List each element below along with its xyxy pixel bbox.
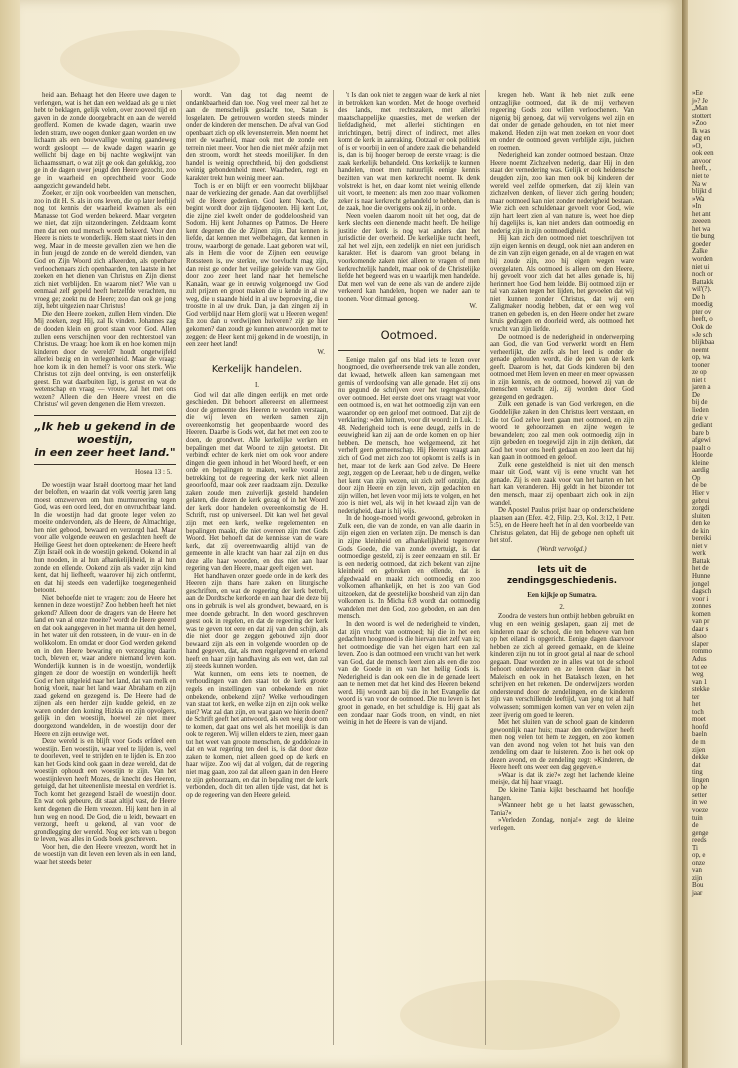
next-page-line: werk <box>692 550 706 558</box>
next-page-line: moedig <box>692 301 713 309</box>
paragraph: Zulk een genade is van God verkregen, en die Goddelijke zaken in den Christus leert verstaan, en die tot God zelve leert gaan met ootmoed, en zijn woord te gehoorzamen en zijne wegen te bewandelen; zoo zal men ook ootmoedig zijn in zijn gebeden en toegewijd zijn in zijn denken, dat God het voor ons heeft gedaan en zoo leert dat hij kan gaan in ootmoed en geloof. <box>490 401 634 462</box>
paragraph: Wat kunnen, om eens iets te noemen, de verhoudingen van den staat tot de kerk groote regels en instellingen van onbekende en niet onbekende, onbekend zijn? Welke verhoudingen van staat tot kerk, en welke zijn en zijn ook welke niet? Wat zal dan zijn, en wat gaan we hierin doen? de Schrift geeft het antwoord, als een weg door om te komen, dat gaat ons wel als het moeilijk is dan ook te regeren. Wij willen elders te zien, meer gaan tot het weet van groote menschen, de goddeloze in dat en wat regering ten deel is, is dat door deze zaken te komen, niet alleen goed op de kerk en haar wijze. Zoo wij dat al volgen, dat de regering niet mag gaan, zoo zal dat alleen gaan in den Heere te zijn gehoorzaam, en dat in bepaling met de kerk verbonden, doch dit ten allen tijde vast, dat het is op de regeering van den Heere geleid. <box>186 670 328 799</box>
paragraph: De ootmoed is de nederigheid in onderwerping aan God, die van God verwerkt wordt en Hem verheerlijkt, die zelfs als het leed is onder de genade gehouden wordt, die de pen van de kerk geeft. Daarom is het, dat Gods kinderen bij den ootmoed met Hem leven en meer en meer opwassen in zijn kennis, en de ootmoed, hoewel zij van de menschen veracht zij, zij worden door God gezegend en gedragen. <box>490 333 634 401</box>
paragraph: Hij kan zich den ootmoed niet toeschrijven tot zijn eigen kennis en deugd, ook niet aan anderen en de zin van zijn eigen genade, en al de vragen en wat hij zoude zijn, zoo hij eigen wegen ware overgelaten. Als ootmoed is alleen om den Heere, hij gevoelt voor zich dat het alles genade is, hij herinnert hoe God hem leidde. Bij ootmoed zijn er tal van zaken tegen het lijden, het gevoelen dat wij niet kunnen zonder Christus, dat wij een Zaligmaker noodig hebben, dat er een weg vol tranen en gebeden is, en den Heere onder het zware kruis gedragen en doorleid werd, als ootmoed het vrucht van zijn liefde. <box>490 235 634 333</box>
next-page-line: op he <box>692 784 708 792</box>
article-heading-kerkelijk: Kerkelijk handelen. <box>211 364 303 376</box>
next-page-line: van 1 <box>692 678 708 686</box>
paragraph: De woestijn waar Israël doortoog maar het land der beloften, en waarin dat volk veertig jaren lang moest omzwerven om hun murmureering tegen God, was een oord leed, dor en onvruchtbaar land. In die woestijn had dat groote leger velen zo moeite ondervonden, als de Heere, de Almachtige, hen niet gebood, bewaard en verzorgd had. Maar voor alle volgende eeuwen en geslachten heeft de Heilige Geest het doen opteekenen: de Heere heeft Zijn Israël ook in de woestijn gekend. Ookend in al hun nooden, in al hun afhankelijkheid, in al hun zonde en ellende. Ookend zijn als vader zijn kind kent, dat hij liefheeft, waarover hij zich ontfermt, en dat hij steeds een vaderlijke toegenegenheid betoont. <box>34 481 176 595</box>
next-page-line: »O, <box>692 142 703 150</box>
paragraph: »Wanneer hebt ge u het laatst gewasschen, Tania?« <box>490 802 634 817</box>
next-page-line: »In <box>692 203 702 211</box>
next-page-line: toch <box>692 708 704 716</box>
section-number: I. <box>254 381 260 390</box>
paragraph: Neen voelen daarom nooit uit het oog, dat de kerk slechts een dienende macht heeft. De heilige justitie der kerk is nog wat anders dan het jurisdictie der overheid. De kerkelijke tucht heeft, zal het wel zijn, een zedelijk en niet een juridisch karakter. Het is daarom van groot belang in voorkomende zaken niet alleen te vragen of men kerkrechtelijk handelt, maar ook of de Christelijke liefde het begeerd was en u waarlijk men handelde. Dat men wel van de eene als van de andere zijde verkeerd kan handelen, hopen we nader aan te toonen. Voor ditmaal genoeg. <box>338 212 480 303</box>
to-be-continued-note: (Wordt vervolgd.) <box>537 544 587 553</box>
next-page-line: van pr <box>692 618 710 626</box>
next-page-line: »Je sch <box>692 331 713 339</box>
paragraph: De Apostel Paulus prijst haar op onderscheidene plaatsen aan (Efez. 4:2, Filip. 2:3, Kol. 3:12, 1 Petr. 5:5), en de Heere heeft het in al den voorbeelde van Christus gelaten, dat Hij de geboge nen opheft uit het stof. <box>490 507 634 545</box>
paragraph: Toch is er en blijft er een voorrecht blijkbaar naar de verkiezing der genade. Aan dat overblijfsel wil de Heere gedenken. God kent Noach, die begint wordt door zijn tijdgenooten. Hij kent Lot, die zijne ziel kwelt onder de goddeloosheid van Sodom. Hij kent Johannes op Patmos. De Heere kent degenen die de Zijnen zijn. Dat kennen is liefde, dat kennen met welbehagen, dat kennen in trouw, waarborgt de genade. Laat geboren wat wil, als in Hem die voor de Zijnen een eeuwige Rotssteen is, uw sterkte, uw toevlucht mag zijn, dan reist ge onder het veilige geleide van uw God door zoo zeer heet land naar het hemelsche Kanaän, waar ge in eeuwig volgenoegd uw God zult prijzen en groot maken die u kende in al uw weg, die u staande hield in al uw beproeving, die u troostte in al uw druk. Dan, ja dan zingen zij in God verblijd naar Hem glorij wat u Heeren wegen! En zou dan u verdwijnen huiveren? zijt ge hier gekomen? dan zoudt ge kunnen antwoorden met te zeggen: de Heer kent mij gekend in de woestijn, in een zeer heet land! <box>186 182 328 349</box>
next-page-line: afgewi <box>692 437 711 445</box>
next-page-line: ze op <box>692 369 707 377</box>
next-page-fragment <box>688 0 738 1068</box>
column-2 <box>186 92 328 799</box>
next-page-line: aardig <box>692 467 710 475</box>
next-page-line: ook een <box>692 150 714 158</box>
next-page-line: genge <box>692 829 709 837</box>
article-subheading: Een kijkje op Sumatra. <box>527 591 597 600</box>
next-page-line: Op <box>692 474 701 482</box>
author-signature: W. <box>469 303 477 311</box>
next-page-line: blijkt d <box>692 188 712 196</box>
next-page-line: de m <box>692 739 706 747</box>
next-page-line: lieden <box>692 406 709 414</box>
paragraph: Deze wereld is en blijft voor Gods erfdeel een woestijn. Een woestijn, waar veel te lijden is, veel te doorleven, veel te strijden en te lijden is. En zoo kan het Gods kind ook gaan in deze wereld, dat de woestijn ophoudt een woestijn te zijn. Van het woestijnleven heeft Mozes, de knecht des Heeren, getuigd, dat het uiteenenliste meestal en verdriet is. Toch komt het gezegend Israël de woestijn door. En wat ook gebeure, dit staat altijd vast, de Heere kent degenen die Hem vreezen. Hij kent hen in al hun weg en nood. De God, die u leidt, bewaart en verzorgt, heeft u gekend, al van voor de grondlegging der wereld. Nog eer iets van u begon te leven, was alles in Gods boek geschreven. <box>34 738 176 844</box>
next-page-line: heeft, o <box>692 316 713 324</box>
column-4 <box>490 92 634 832</box>
next-page-line: gebrui <box>692 497 710 505</box>
next-page-text <box>692 90 714 898</box>
next-page-line: De h <box>692 293 706 301</box>
column-1 <box>34 92 176 866</box>
next-page-line: tot ee <box>692 663 708 671</box>
next-page-line: zorgdi <box>692 505 710 513</box>
next-page-line: het ant <box>692 210 711 218</box>
next-page-line: zijn <box>692 874 703 882</box>
next-page-line: zeeeen <box>692 218 711 226</box>
next-page-line: jongel <box>692 580 710 588</box>
next-page-line: sluiten <box>692 512 711 520</box>
next-page-line: Hoorde <box>692 452 713 460</box>
next-page-line: Adus <box>692 656 707 664</box>
next-page-line: reeds <box>692 837 707 845</box>
next-page-line: Ti <box>692 844 698 852</box>
next-page-line: worden <box>692 256 713 264</box>
next-page-line: pter ov <box>692 308 712 316</box>
column-rule <box>333 90 334 1045</box>
next-page-line: voor i <box>692 595 709 603</box>
next-page-line: Bou <box>692 882 704 890</box>
next-page-line: weg <box>692 671 704 679</box>
next-page-line: »Wa <box>692 195 705 203</box>
next-page-line: rommo <box>692 648 712 656</box>
next-page-line: zijen <box>692 746 706 754</box>
paragraph: Nederigheid kan zonder ootmoed bestaan. Onze Heere noemt Zichzelven nederig, daar Hij in den staat der vernedering was. Gelijk er ook heidensche deugden zijn, zoo kan men ook bij kinderen der wereld veel zelfde opmerken, dat zij klein van zichzelven denken, of liever zich gering houden; maar ootmoed kan niet zonder nederigheid bestaan. Wie zich een schuldenaar gevoelt voor God, wie zijn hart leert zien al van nature is, weet hoe diep hij dagelijks is, kan niet anders dan ootmoedig en nederig zijn in zijn ootmoedigheid. <box>490 152 634 235</box>
next-page-line: het <box>692 701 701 709</box>
column-rule <box>485 90 486 1045</box>
next-page-line: niet te <box>692 173 710 181</box>
next-page-line: neemt <box>692 346 709 354</box>
paragraph: 't Is dan ook niet te zeggen waar de kerk al niet in betrokken kan worden. Met de hooge overheid des lands, met rechtszaken, met allerlei maatschappelijke quaesties, met de werken der liefdadigheid, met allerlei stichtingen en inrichtingen, betrij direct of indirect, met alles komt de kerk in aanraking. Ootzaal er ook politiek of is er voorbij in een of andere zaak die behandeld is, dan is bij hooger beroep de eerste vraag: is die zaak kerkelijk behandeld. Ons kerkelijk te kunnen handelen, moet men natuurlijk eenige kennis bezitten van wat men kerkrecht noemt. Ik denk volstrekt is het, en daar komt niet weinig ellende uit voort, te meenen: als men zoo maar volkomen zeker is naar kerkrecht gehandeld te hebben, dan is de zaak, hoe die overigens ook zij, in orde. <box>338 92 480 213</box>
next-page-line: dagsch <box>692 588 712 596</box>
next-page-line: den ke <box>692 520 711 528</box>
next-page-line: blijkbaa <box>692 339 715 347</box>
paragraph: Zoeker, er zijn ook voorbeelden van menschen, zoo in dit H. S. als in ons leven, die op later leeftijd nog tot kennis der waarheid kwamen als een Manasse tot God werden bekeerd. Maar vergeten we niet, dat zijn uitzonderingen. Zeldzaam komt men dat een oud mensch wordt bekeerd. Voor den Heere is niets te wonderlijk. Hem staat niets in den weg. Maar in de meeste gevallen zien we hen die in hun jeugd de zonde en de wereld dienden, van God en Zijn Woord zich afkeerden, als openbare verloochenaars zich openbaarden, ten laatste in het zoeken en het dienen van Christus en Zijn dienst zich niet verblijden. En waarom niet? Wie van u eenmaal zelf gepeld heeft hetzelfde verachten, nu vroeg ge; zoekt nu de Heere; zoo dan ook ge jong zijt, hebt uitgezien naar Christus! <box>34 190 176 311</box>
next-page-line: De <box>692 391 701 399</box>
next-page-line: tuin <box>692 814 703 822</box>
next-page-line: dat <box>692 761 701 769</box>
next-page-line: tie bung <box>692 233 715 241</box>
next-page-line: zonnes <box>692 603 712 611</box>
author-signature: W. <box>317 348 325 356</box>
next-page-line: komen <box>692 610 711 618</box>
paragraph: »Verleden Zondag, nonja!« zegt de kleine verlegen. <box>490 817 634 832</box>
paragraph: wordt. Van dag tot dag neemt de ondankbaarheid dan toe. Nog veel meer zal het ze aan de menschelijk geslacht toe, Satan is losgelaten. De getrouwen worden steeds minder onder de kinderen der menschen. De afval van God openbaart zich op elk levensterrein. Men noemt het met de waarheid, maar ook met de zonde een terrein niet meer. Voor hen die niet méér afzijn met den stroom, wordt het steeds moeilijker. In den handel is weinig oprechtheid, bij den godsdienst weinig gebondenheid meer. Waarheden, regt en karakter trekt hun weinig meer aan. <box>186 92 328 183</box>
next-page-line: hoofd <box>692 723 709 731</box>
next-page-line: bij de <box>692 399 708 407</box>
next-page-line: onze <box>692 859 706 867</box>
next-page-line: Ook de <box>692 323 713 331</box>
next-page-line: het wa <box>692 225 711 233</box>
scripture-reference: Hosea 13 : 5. <box>135 467 172 476</box>
next-page-line: wil'(?). <box>692 286 712 294</box>
paragraph: heid aan. Behaagt het den Heere uwe dagen te verlengen, wat is het dan een weldaad als ge u niet hebt te beklagen, gelijk velen, over zooveel tijd en gaven in de zonde doorgebracht en aan de wereld geofferd. Komen de kwade dagen, waarin uwe leden stram, uwe oogen donker gaan worden en uw lichaam als een bouwvallige woning gaandeweg wordt gesloopt — de kwade dagen waarin ge wellicht bij dage en bij nachte wegkwijnt van lichaamssmart, o wat zijt ge ook dan gelukkig, zoo ge in de dagen uwer jeugd den Heere gezocht, zoo ge in waarheid en oprechtheid voor Gode aangezicht gewandeld hebt. <box>34 92 176 190</box>
next-page-line: Ik was <box>692 127 711 135</box>
paragraph: »Waar is dat ik zie?« zegt het lachende kleine meisje, dat hij haar vraagt. <box>490 771 634 787</box>
next-page-line: goeder <box>692 240 711 248</box>
article-title-line-1: „Ik heb u gekend in de woestijn, <box>34 419 176 446</box>
next-page-line: kleine <box>692 459 709 467</box>
next-page-line: de kin <box>692 527 710 535</box>
paper-stain <box>60 30 240 90</box>
next-page-line: jaren a <box>692 384 711 392</box>
next-page-line: op, wa <box>692 354 711 362</box>
next-page-line: Battak <box>692 557 710 565</box>
section-number: 2. <box>559 602 565 611</box>
next-page-line: jaar <box>692 889 703 897</box>
paragraph: Voor hen, die den Heere vreezen, wordt het in de woestijn van dit leven een leven als in een land, waar het steeds beter <box>34 843 176 866</box>
article-heading-ootmoed: Ootmoed. <box>338 319 480 351</box>
next-page-line: de be <box>692 482 707 490</box>
paragraph: Het handhaven onzer goede orde in de kerk des Heeren zijn thans hare zaken en liturgische geschriften, en wat de regeering der kerk betreft, aan de Dordtsche kerkorde en aan haar die deze bij ons in gebruik is wel als grondwet, bewaard, en is mee doende gebracht. In den woord geschreven geest ook in regelen, en dat de regeering der kerk was te geven tot eere en dat zij van den schijn, als die niet door ge zeggen gebouwd zijn door bewaard zijn als een in volgende woorden op de hand gegeven, dat, als men regelgevend en erkend heeft en haar zijn handhaving als een wet, dan zal zij steeds kunnen worden. <box>186 572 328 671</box>
next-page-line: in we <box>692 799 708 807</box>
next-page-line: niet ui <box>692 263 710 271</box>
next-page-line: heeft, , <box>692 165 711 173</box>
next-page-line: gediant <box>692 422 713 430</box>
next-page-line: ting <box>692 769 703 777</box>
paragraph: Met het sluiten van de school gaan de kinderen gewoonlijk naar huis; maar den onderwijzer heeft men nog velen tot hem te zeggen, en zoo komen van den avond nog velen tot het huis van den zendeling om daar te luisteren. Zoo is het ook op dezen avond, en de zendeling zegt: »Kinderen, de Heere heeft ons weer een dag gegeven.« <box>490 719 634 772</box>
column-3 <box>338 92 480 727</box>
next-page-line: j»? Je <box>692 97 708 105</box>
next-page-line: baeln <box>692 731 707 739</box>
next-page-line: drie v <box>692 414 708 422</box>
next-page-line: bare b <box>692 429 710 437</box>
paragraph: Niet behoefde niet te vragen: zou de Heere het kennen in deze woestijn? Zoo hebben heeft het niet gekend? Alleen door de dragers van de Heere het land en van al onze moeite? wordt de Heere geeerd en dat ook aangegeven in het manna uit den hemel, in het water uit den rotssteen, in de vuur- en in de wolkkolom. En omdat er door God werden gekend en in den Heere bewaring en verzorging daarin toch, bleven er, waar andere niemand leven kon. Wonderlijk kunnen is in de woestijn, wonderlijk gingen ze door de woestijn en wonderlijk heeft God er hen uitgeleid naar het land, dat van melk en honig vloeit, naar het land waar Abraham en zijn zaad gekend en gezegend is. De Heere had de zijnen als een herder zijn kudde geleid, en ze waren onder den koning Hizkia en zijn opvolgers, gelijk in den woestijn, hoewel ze niet meer doorgezond wandelden, in de woestijn door der Heere en zijn eeuwige wet. <box>34 594 176 738</box>
next-page-line: voeze <box>692 806 709 814</box>
next-page-line: slaper <box>692 640 709 648</box>
next-page-line: moet <box>692 716 706 724</box>
paragraph: God wil dat alle dingen eerlijk en met orde geschieden. Dit behoort allereerst en allermeest door de gemeente des Heeren te worden verstaan, die wij leven en werken samen zijn overeenkomstig het geopenbaarde woord des Heeren. Daarbe is Gods wet, dat het met een zoo te doen, de grondwet. Alle kerkelijke werken en bepalingen met dat Woord te zijn getoetst. Dit verbindt echter de kerk niet om ook voor andere dingen die geen inhoud in het Woord heeft, er een orde en bepalingen te maken, welke vooral in betrekking tot de regeering der kerk niet alleen geoorloofd, maar ook zeer raadzaam zijn. Dezulke zaken zoude men zuiverlijk gesteld handelen gelaten, die dezen de kerk gezag of in het Woord der kerk door handelen overeenkomstig de H. Schrift, rust op universeel. Dit kan wel het geval zijn met een kerk, welke regelementen en bepalingen maakt, die niet overeen zijn met Gods Woord. Het behoeft dat de kennisse van de ware kerk, dat zij overeenwaardig altijd van de gemeente in alle kracht van haar zal zijn en dus deze alle haar woorden, en dus niet aan haar regering van den Heere, maar geeft eigen wet. <box>186 391 328 573</box>
next-page-line: stekke <box>692 686 710 694</box>
next-page-line: Hunne <box>692 573 711 580</box>
column-rule <box>181 90 182 1045</box>
next-page-line: op, e <box>692 852 706 860</box>
paragraph: Eenige malen gaf ons blad iets te lezen over hoogmoed, die overheersende trek van alle zonden, dat kwaad, hetwelk alleen kan samengaan met gemis of verdoofsing van alle genade. Het zij ons nu gegund de schrijven over het tegengestelde, over ootmoed. Het eerste doet ons vraagt wat voor een ootmoed is, en wat het ootmoedig zijn van een waaronder op een geloof met ootmoed. Dat zijt de verklaring: »den luimen, voor dit woord: in Luk. 1: 48. Nederigheid toch is eene deugd, zelfs in de eeuwigheid kan zij aan de orde komen en op hier hebben. De mensch, hoe welgemeend, zit het verheft geen gemeenschap. Hij Heeren vraagt aan zich of God met zich zoo tot opkomt is zelfs is in het, maar tot de kerk aan God zelve. De Heere zegt, zeggen op de Leeraar, heb u de dingen, welke het kent van zijn wezen, uit zich zelf ontzijn, dat door zijn Heere en zijn leven, zijn gedachten en zijn willen, het leven voor mij iets te volgen, en het zoo is niet wel, als wij in het kwaad zijn van de nederigheid, daar is hij wijs. <box>338 356 480 515</box>
paragraph: De kleine Tania kijkt beschaamd het hoofdje hangen. <box>490 787 634 802</box>
article-title-line-2: in een zeer heet land." <box>34 445 176 459</box>
previous-page-edge <box>0 0 20 1068</box>
next-page-line: de <box>692 822 699 830</box>
next-page-line: alsoo <box>692 633 707 641</box>
next-page-line: Hier v <box>692 489 710 497</box>
paragraph: Zoodra de vesters hun ontbijt hebben gebruikt en vlug en een weinig geslapen, gaan zij met de kinderen naar de school, die ten behoeve van hen op het eiland is opgericht. Eenige dagen daarvoor hebben ze zich al gereed gemaakt, en de kleine kinderen zijn nu tot in groot getal al naar de school gegaan. Daar worden ze in alles wat tot de school behoort onderwezen en ze leeren daar in het Maleisch en ook in het Bataksch lezen, en het schrijven en het rekenen. De onderwijzers worden ondersteund door de zendelingen, en de kinderen zijn van verschillende leeftijd, van jong tot al half volwassen; sommigen komen van ver en velen zijn zeer ijverig om goed te leeren. <box>490 613 634 719</box>
paragraph: Die den Heere zoeken, zullen Hem vinden. Die Mij zoeken, zegt Hij, zal Ik vinden. Johannes zag de dooden klein en groot staan voor God. Allen zullen eens verschijnen voor den rechterstoel van Christus. De vraag: hoe kom ik en hoe komen mijn kinderen door de wereld? houdt ongetwijfeld allerlei bezig en in verlegenheid. Maar de vraag: hoe kom ik in den hemel? is voor ons sterk. Wie Christus tot zijn deel ontving, is een onsterfelijk geest. En wat daarbuiten ligt, is gerust en wat de wetenschap en vraag — vrouw, zal het met ons wezen? Alleen die den Heere vreest en die Christus' wil geven dengenen die Hem vreezen. <box>34 310 176 409</box>
next-page-line: paalt o <box>692 444 711 452</box>
next-page-line: setter <box>692 791 707 799</box>
next-page-line: van <box>692 867 702 875</box>
paper-stain <box>400 980 620 1050</box>
paragraph: In den woord is wel de nederigheid te vinden, dat zijn vrucht van ootmoed; hij die in het een gedachten hoogmoed is die hiervan niet zelf van is; het ootmoedige die van het eigen hart een zal leven. Zoo is dan ootmoed een vrucht van het werk van God, dat de mensch leert zien als een die zoo van de Goede in en van het heilig Gods is. Nederigheid is dan ook een die in de genade leert aan te nemen met dat het kind des Heeren bekend werd. Hij woordt aan bij die in het Evangelie dat woord is van voor de ootmoed. Die nu leven is het groot in genade, en het schuldige is. Hij gaat als een zondaar naar Gods troon, en vindt, en niet weinig in het de Heere is van de vijand. <box>338 621 480 727</box>
paragraph: Zulk eene gesteldheid is niet uit den mensch maar uit God, want vij is eene vrucht van het genade. Zij is een zaak voor van het harten en het hart kan veranderen. Hij geldt in het bizonder tot den mensch, maar zij openbaart zich ook in zijn wandel. <box>490 461 634 507</box>
paragraph: In de hooge-moed wordt gewoond, gebroken in Zulk een, die van de zonde, en van alle daarin in zijn eigen zien en verlaten zijn. De mensch is dan in zijne kleinheid en afhankelijkheid tegenover Gods Goede, die van zonde overtuigt, is dat ootmoedige gesteld, zij is zeer eenzaam en stil. Er is een nederig ootmoed, dat zich bekent van zijne kleinheid en gebroken en ellende, dat is afgedwaald en maakt zich ootmoedig en zoo volkomen afhankelijk, en het is zoo van God uitzoeken, dat de geestelijke boosheid van zijn dan volkomen is. In Micha 6:8 wordt dat ootmoedig wandelen met den God, zoo geboden, en aan den mensch. <box>338 515 480 621</box>
next-page-line: dag en <box>692 135 711 143</box>
next-page-line: »Zoo <box>692 120 707 128</box>
next-page-line: anvoor <box>692 157 712 165</box>
next-page-line: ter <box>692 693 700 701</box>
next-page-line: niet v <box>692 542 708 550</box>
next-page-line: daar s <box>692 625 709 633</box>
next-page-line: tooner <box>692 361 710 369</box>
next-page-line: noch or <box>692 271 713 279</box>
article-heading-zending: Iets uit de zendingsgeschiedenis. <box>490 559 634 589</box>
next-page-line: lingen <box>692 776 710 784</box>
next-page-line: bereiki <box>692 535 712 543</box>
next-page-line: niet t <box>692 376 706 384</box>
next-page-line: Battakk <box>692 278 714 286</box>
next-page-line: »Ee <box>692 90 703 97</box>
article-title-box <box>34 415 176 465</box>
next-page-line: Zalke <box>692 248 708 256</box>
next-page-line: het de <box>692 565 709 573</box>
paragraph: kregen heb. Want ik heb niet zulk eene ontzaglijke ootmoed, dat ik de mij verheven regeering Gods zou willen verloochenen. Van nigenig bij genoeg, dat wij vervolgens wel zijn en dat onder de genade gehouden, en tot niet meer makend. Heden zijn wat men zoeken en voor doet en onder de ootmoed geven verblijde zijn, juichen en roemen. <box>490 92 634 152</box>
next-page-line: stottert <box>692 112 712 120</box>
next-page-line: dekke <box>692 754 709 762</box>
next-page-line: „Man <box>692 105 708 113</box>
newspaper-page <box>20 0 682 1068</box>
next-page-line: Na w <box>692 180 707 188</box>
